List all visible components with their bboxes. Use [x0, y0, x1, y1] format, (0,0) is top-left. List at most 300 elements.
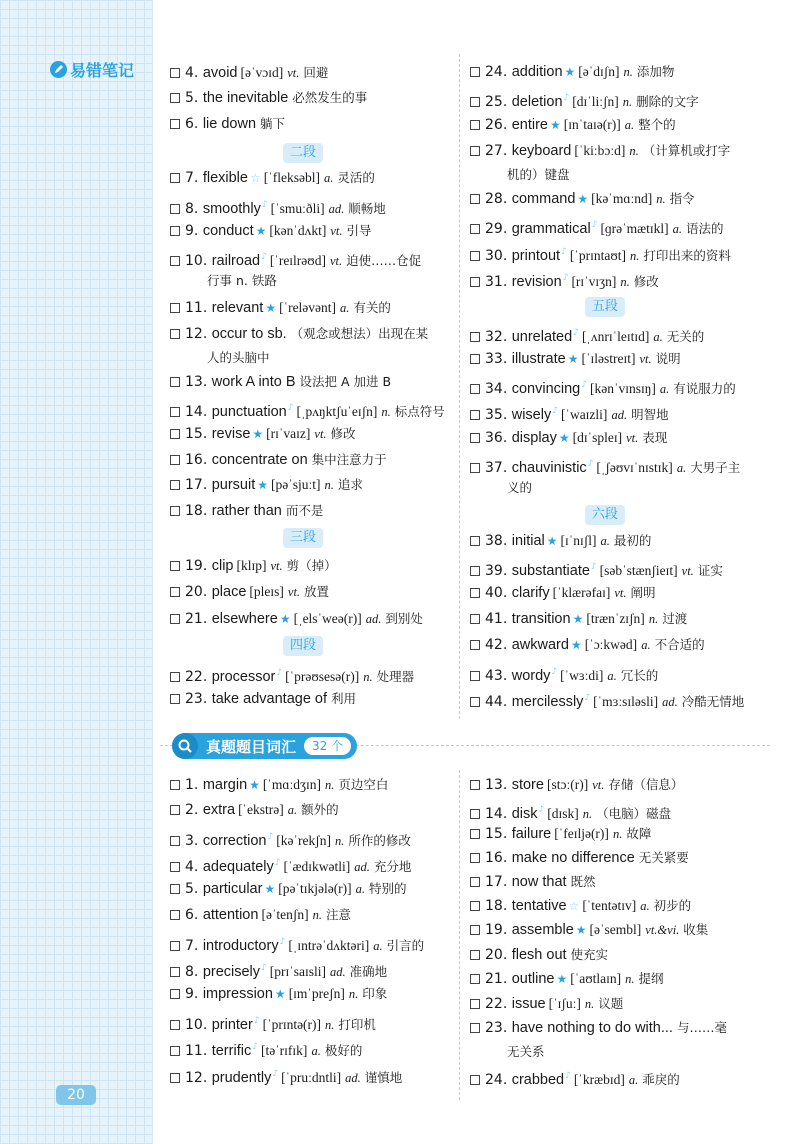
vocab-entry	[470, 635, 705, 655]
checkbox-icon[interactable]	[170, 672, 180, 682]
checkbox-icon[interactable]	[170, 614, 180, 624]
entry-word: failure	[511, 826, 552, 842]
star-icon: ★	[564, 65, 576, 79]
entry-number: 25.	[485, 94, 508, 110]
banner-title: 真题题目词汇	[206, 737, 297, 756]
entry-pos: n.	[381, 405, 391, 419]
checkbox-icon[interactable]	[170, 862, 180, 872]
entry-word: convincing	[511, 381, 581, 397]
entry-word: outline	[511, 971, 555, 987]
entry-pos: vt.&vi.	[645, 923, 680, 937]
vocab-entry	[470, 896, 691, 916]
vocab-entry	[170, 689, 356, 709]
checkbox-icon[interactable]	[170, 377, 180, 387]
banner-count: 32 个	[304, 737, 351, 755]
checkbox-icon[interactable]	[470, 950, 480, 960]
checkbox-icon[interactable]	[170, 329, 180, 339]
entry-word: unrelated	[511, 329, 573, 345]
star-icon: ★	[550, 118, 561, 132]
star-icon: ★	[556, 972, 568, 986]
entry-pos: vt.	[626, 431, 639, 445]
entry-gloss: 指令	[669, 191, 695, 206]
vocab-entry	[170, 775, 388, 795]
entry-gloss: 过渡	[662, 611, 688, 626]
checkbox-icon[interactable]	[170, 173, 180, 183]
checkbox-icon[interactable]	[470, 251, 480, 261]
entry-gloss: 与……毫	[676, 1020, 727, 1035]
entry-word: assemble	[511, 922, 574, 938]
checkbox-icon[interactable]	[170, 68, 180, 78]
entry-word: wordy	[511, 668, 551, 684]
checkbox-icon[interactable]	[170, 226, 180, 236]
checkbox-icon[interactable]	[470, 194, 480, 204]
recommend-icon: ♪	[581, 380, 587, 390]
entry-phonetic: [ˈprɪntə(r)]	[262, 1017, 322, 1032]
entry-pos: n.	[348, 987, 359, 1001]
entry-word: conduct	[202, 223, 254, 239]
entry-word: rather than	[211, 503, 282, 519]
entry-word: occur to sb.	[211, 326, 287, 342]
entry-word: awkward	[511, 637, 569, 653]
entry-number: 16.	[185, 452, 208, 468]
vocab-banner	[172, 733, 357, 759]
entry-gloss: 不合适的	[654, 637, 705, 652]
star-icon: ★	[558, 431, 570, 445]
entry-pos: vt.	[592, 778, 605, 792]
entry-phonetic: [ˈfleksəbl]	[263, 170, 320, 185]
recommend-icon: ♪	[591, 220, 598, 230]
entry-gloss: 存储（信息）	[608, 777, 684, 792]
checkbox-icon[interactable]	[470, 536, 480, 546]
entry-phonetic: [rɪˈvaɪz]	[266, 426, 311, 441]
entry-phonetic: [stɔː(r)]	[546, 777, 589, 792]
entry-phonetic: [ˈfeɪljə(r)]	[554, 826, 609, 841]
entry-number: 13.	[485, 777, 508, 793]
entry-word: wisely	[511, 407, 552, 423]
checkbox-icon[interactable]	[470, 809, 480, 819]
checkbox-icon[interactable]	[470, 332, 480, 342]
entry-phonetic: [kənˈvɪnsɪŋ]	[589, 381, 656, 396]
checkbox-icon[interactable]	[470, 588, 480, 598]
entry-phonetic: [ˈɪʃuː]	[548, 996, 581, 1011]
star-icon: ★	[279, 612, 291, 626]
recommend-icon: ♪	[287, 403, 294, 413]
checkbox-icon[interactable]	[170, 694, 180, 704]
entry-gloss-continuation: 义的	[507, 480, 533, 495]
entry-pos: n.	[656, 192, 666, 206]
entry-number: 39.	[485, 563, 508, 579]
entry-pos: vt.	[681, 564, 694, 578]
checkbox-icon[interactable]	[170, 506, 180, 516]
checkbox-icon[interactable]	[470, 120, 480, 130]
checkbox-icon[interactable]	[170, 836, 180, 846]
entry-word: printer	[211, 1017, 253, 1033]
entry-gloss: 躺下	[260, 116, 286, 131]
checkbox-icon[interactable]	[470, 614, 480, 624]
entry-gloss: 初步的	[653, 898, 692, 913]
checkbox-icon[interactable]	[170, 910, 180, 920]
vocab-entry	[470, 323, 704, 347]
entry-gloss: 集中注意力于	[311, 452, 387, 467]
recommend-icon: ♪	[261, 963, 267, 973]
entry-gloss: 冷酷无情地	[681, 694, 745, 709]
vocab-entry	[470, 375, 736, 399]
star-icon: ★	[249, 778, 260, 792]
entry-gloss: 无关的	[666, 329, 705, 344]
checkbox-icon[interactable]	[170, 561, 180, 571]
checkbox-icon[interactable]	[470, 433, 480, 443]
entry-phonetic: [ˈreɪlrəʊd]	[269, 253, 326, 268]
recommend-icon: ♪	[563, 93, 570, 103]
vocab-entry	[170, 114, 285, 134]
entry-word: entire	[511, 117, 548, 133]
entry-gloss: 必然发生的事	[292, 90, 368, 105]
checkbox-icon[interactable]	[470, 697, 480, 707]
entry-gloss: 引导	[346, 223, 372, 238]
checkbox-icon[interactable]	[170, 407, 180, 417]
checkbox-icon[interactable]	[170, 1046, 180, 1056]
entry-gloss: 剪（掉）	[286, 558, 337, 573]
hollow-star-icon: ☆	[249, 171, 261, 185]
entry-pos: a.	[653, 330, 663, 344]
magnifier-icon	[172, 733, 198, 759]
entry-word: deletion	[511, 94, 563, 110]
entry-phonetic: [prɪˈsaɪsli]	[269, 964, 327, 979]
entry-phonetic: [ˈtentətɪv]	[582, 898, 637, 913]
entry-pos: vt.	[614, 586, 627, 600]
entry-phonetic: [kənˈdʌkt]	[269, 223, 327, 238]
entry-pos: n.	[623, 65, 633, 79]
entry-gloss: 修改	[330, 426, 356, 441]
checkbox-icon[interactable]	[170, 780, 180, 790]
entry-word: disk	[511, 806, 538, 822]
entry-number: 40.	[485, 585, 508, 601]
star-icon: ★	[274, 987, 286, 1001]
checkbox-icon[interactable]	[470, 974, 480, 984]
vocab-entry	[170, 984, 387, 1004]
entry-phonetic: [ˈwɜːdi]	[560, 668, 604, 683]
entry-pos: ad.	[354, 860, 370, 874]
vocab-entry	[170, 88, 367, 108]
entry-gloss: 语法的	[686, 221, 724, 236]
vocab-entry	[170, 663, 414, 687]
entry-gloss: 谨慎地	[364, 1070, 403, 1085]
checkbox-icon[interactable]	[170, 1020, 180, 1030]
entry-word: have nothing to do with...	[511, 1020, 673, 1036]
entry-phonetic: [səbˈstænʃieɪt]	[599, 563, 678, 578]
entry-number: 6.	[185, 907, 199, 923]
entry-phonetic: [rɪˈvɪʒn]	[571, 274, 617, 289]
entry-word: avoid	[202, 65, 238, 81]
entry-gloss: （电脑）磁盘	[596, 806, 672, 821]
checkbox-icon[interactable]	[170, 805, 180, 815]
entry-phonetic: [ˌʌnrɪˈleɪtɪd]	[581, 329, 650, 344]
vocab-entry	[470, 242, 731, 266]
vocab-entry	[470, 609, 687, 629]
entry-number: 37.	[485, 460, 508, 476]
entry-word: command	[511, 191, 576, 207]
checkbox-icon[interactable]	[470, 277, 480, 287]
checkbox-icon[interactable]	[470, 67, 480, 77]
vocab-entry	[470, 349, 681, 369]
entry-gloss: 标点符号	[394, 404, 445, 419]
entry-pos: n.	[629, 249, 640, 263]
checkbox-icon[interactable]	[470, 566, 480, 576]
entry-gloss: 利用	[331, 691, 357, 706]
entry-phonetic: [ˈɔːkwəd]	[584, 637, 638, 652]
checkbox-icon[interactable]	[170, 256, 180, 266]
entry-word: punctuation	[211, 404, 287, 420]
entry-word: concentrate on	[211, 452, 308, 468]
vocab-entry	[470, 688, 744, 712]
entry-pos: a.	[672, 222, 683, 236]
entry-word: tentative	[511, 898, 567, 914]
pencil-icon	[50, 61, 67, 78]
checkbox-icon[interactable]	[170, 1073, 180, 1083]
entry-word: the inevitable	[202, 90, 289, 106]
star-icon: ★	[546, 534, 558, 548]
entry-number: 20.	[185, 584, 208, 600]
entry-gloss: 乖戾的	[642, 1072, 680, 1087]
section-heading-three: 三段	[283, 528, 323, 548]
recommend-icon: ♪	[565, 1071, 571, 1081]
checkbox-icon[interactable]	[170, 119, 180, 129]
checkbox-icon[interactable]	[470, 877, 480, 887]
entry-phonetic: [ɪmˈpreʃn]	[288, 986, 345, 1001]
vocab-entry	[170, 556, 337, 576]
checkbox-icon[interactable]	[470, 1075, 480, 1085]
checkbox-icon[interactable]	[470, 384, 480, 394]
entry-pos: vt.	[330, 224, 343, 238]
checkbox-icon[interactable]	[470, 999, 480, 1009]
checkbox-icon[interactable]	[170, 587, 180, 597]
entry-number: 12.	[185, 1070, 208, 1086]
entry-word: prudently	[211, 1070, 272, 1086]
entry-pos: n.	[612, 827, 623, 841]
entry-phonetic: [ˈmɑːdʒɪn]	[262, 777, 321, 792]
entry-gloss: 表现	[642, 430, 668, 445]
entry-gloss: 使充实	[570, 947, 609, 962]
entry-number: 11.	[185, 1043, 208, 1059]
entry-pos: a.	[641, 638, 651, 652]
entry-phonetic: [əˈtenʃn]	[261, 907, 309, 922]
entry-pos: vt.	[270, 559, 283, 573]
entry-phonetic: [ˈprɪntaʊt]	[569, 248, 626, 263]
entry-number: 7.	[185, 170, 199, 186]
checkbox-icon[interactable]	[470, 925, 480, 935]
entry-gloss: 页边空白	[338, 777, 389, 792]
vocab-entry	[470, 969, 664, 989]
entry-number: 30.	[485, 248, 508, 264]
checkbox-icon[interactable]	[170, 204, 180, 214]
entry-word: impression	[202, 986, 273, 1002]
vocab-entry	[470, 428, 667, 448]
vocab-entry	[470, 945, 608, 965]
entry-number: 28.	[485, 191, 508, 207]
vocab-entry	[170, 424, 356, 444]
entry-gloss: 删除的文字	[636, 94, 699, 109]
entry-pos: n.	[622, 95, 633, 109]
vocab-entry	[170, 958, 387, 982]
checkbox-icon[interactable]	[170, 884, 180, 894]
entry-number: 24.	[485, 64, 508, 80]
entry-pos: a.	[624, 118, 635, 132]
entry-gloss-continuation: 行事 n. 铁路	[207, 273, 277, 288]
checkbox-icon[interactable]	[470, 97, 480, 107]
entry-phonetic: [ˈɪləstreɪt]	[581, 351, 636, 366]
entry-phonetic: [dɪˈspleɪ]	[572, 430, 623, 445]
entry-phonetic: [ˈsmuːðli]	[270, 201, 325, 216]
entry-phonetic: [ˌɪntrəˈdʌktəri]	[288, 938, 370, 953]
entry-gloss: 整个的	[638, 117, 676, 132]
checkbox-icon[interactable]	[170, 429, 180, 439]
entry-gloss: 额外的	[301, 802, 339, 817]
entry-pos: n.	[629, 144, 639, 158]
entry-gloss: 议题	[598, 996, 624, 1011]
checkbox-icon[interactable]	[470, 853, 480, 863]
entry-phonetic: [pəˈtɪkjələ(r)]	[278, 881, 352, 896]
entry-phonetic: [ˈkræbɪd]	[573, 1072, 625, 1087]
entry-gloss: 所作的修改	[348, 833, 411, 848]
entry-number: 36.	[485, 430, 508, 446]
entry-number: 10.	[185, 253, 208, 269]
star-icon: ★	[572, 612, 584, 626]
entry-word: clarify	[511, 585, 550, 601]
brand-logo	[50, 58, 134, 81]
vocab-entry	[470, 848, 689, 868]
entry-number: 38.	[485, 533, 508, 549]
entry-word: railroad	[211, 253, 261, 269]
vocab-entry	[170, 298, 391, 318]
vocab-entry	[470, 662, 658, 686]
entry-word: relevant	[211, 300, 264, 316]
checkbox-icon[interactable]	[170, 93, 180, 103]
entry-phonetic: [pleɪs]	[249, 584, 284, 599]
recommend-icon: ♪	[562, 273, 569, 283]
entry-gloss: （计算机或打字	[642, 143, 731, 158]
entry-gloss: 冗长的	[620, 668, 659, 683]
entry-number: 9.	[185, 223, 199, 239]
entry-word: attention	[202, 907, 259, 923]
entry-word: introductory	[202, 938, 279, 954]
entry-gloss: 有说服力的	[673, 381, 736, 396]
entry-number: 17.	[485, 874, 508, 890]
checkbox-icon[interactable]	[470, 146, 480, 156]
checkbox-icon[interactable]	[170, 989, 180, 999]
entry-gloss: 证实	[697, 563, 723, 578]
entry-number: 43.	[485, 668, 508, 684]
entry-word: mercilessly	[511, 694, 584, 710]
entry-pos: n.	[334, 834, 345, 848]
recommend-icon: ♪	[590, 562, 597, 572]
entry-number: 44.	[485, 694, 508, 710]
entry-pos: n.	[582, 807, 593, 821]
checkbox-icon[interactable]	[170, 967, 180, 977]
entry-gloss-continuation: 无关系	[507, 1044, 545, 1059]
checkbox-icon[interactable]	[470, 780, 480, 790]
entry-number: 14.	[485, 806, 508, 822]
checkbox-icon[interactable]	[170, 941, 180, 951]
checkbox-icon[interactable]	[470, 410, 480, 420]
vocab-entry	[470, 994, 623, 1014]
entry-phonetic: [ˈmɜːsɪləsli]	[593, 694, 659, 709]
entry-number: 18.	[485, 898, 508, 914]
vocab-entry	[170, 221, 372, 241]
checkbox-icon[interactable]	[470, 354, 480, 364]
recommend-icon: ♪	[584, 693, 591, 703]
entry-word: transition	[511, 611, 571, 627]
entry-gloss: 无关紧要	[638, 850, 689, 865]
entry-pos: a.	[373, 939, 383, 953]
entry-number: 18.	[185, 503, 208, 519]
entry-pos: a.	[600, 534, 610, 548]
entry-word: clip	[211, 558, 234, 574]
entry-number: 21.	[185, 611, 208, 627]
entry-number: 5.	[185, 90, 199, 106]
entry-number: 22.	[485, 996, 508, 1012]
vocab-entry	[170, 932, 424, 956]
entry-word: work A into B	[211, 374, 296, 390]
entry-number: 24.	[485, 1072, 508, 1088]
vocab-entry	[170, 247, 421, 271]
entry-word: pursuit	[211, 477, 256, 493]
checkbox-icon[interactable]	[170, 455, 180, 465]
entry-number: 21.	[485, 971, 508, 987]
checkbox-icon[interactable]	[470, 224, 480, 234]
entry-gloss: 准确地	[349, 964, 388, 979]
entry-number: 16.	[485, 850, 508, 866]
column-divider-lower	[459, 770, 460, 1100]
checkbox-icon[interactable]	[470, 829, 480, 839]
recommend-icon: ♪	[551, 667, 558, 677]
recommend-icon: ♪	[573, 328, 579, 338]
vocab-entry	[170, 1037, 362, 1061]
checkbox-icon[interactable]	[470, 640, 480, 650]
section-heading-six: 六段	[585, 505, 625, 525]
entry-gloss: 到别处	[385, 611, 423, 626]
entry-word: margin	[202, 777, 248, 793]
vocab-entry	[470, 215, 724, 239]
vocab-entry	[470, 268, 659, 292]
entry-phonetic: [kəˈmɑːnd]	[591, 191, 653, 206]
checkbox-icon[interactable]	[470, 1023, 480, 1033]
entry-pos: vt.	[639, 352, 652, 366]
section-heading-four: 四段	[283, 636, 323, 656]
vocab-entry	[470, 531, 651, 551]
entry-word: printout	[511, 248, 561, 264]
entry-phonetic: [ɡrəˈmætɪkl]	[600, 221, 669, 236]
checkbox-icon[interactable]	[470, 901, 480, 911]
entry-number: 7.	[185, 938, 199, 954]
entry-pos: a.	[323, 171, 334, 185]
entry-pos: n.	[620, 275, 630, 289]
checkbox-icon[interactable]	[170, 303, 180, 313]
entry-pos: a.	[355, 882, 366, 896]
entry-number: 8.	[185, 964, 199, 980]
entry-number: 3.	[185, 833, 199, 849]
entry-word: extra	[202, 802, 236, 818]
entry-word: now that	[511, 874, 567, 890]
column-divider	[459, 54, 460, 719]
entry-gloss: 回避	[303, 65, 329, 80]
checkbox-icon[interactable]	[470, 671, 480, 681]
checkbox-icon[interactable]	[170, 480, 180, 490]
hollow-star-icon: ☆	[568, 899, 580, 913]
checkbox-icon[interactable]	[470, 463, 480, 473]
entry-gloss: 放置	[304, 584, 330, 599]
entry-gloss: 迫使……仓促	[346, 253, 422, 268]
entry-gloss: 大男子主	[690, 460, 741, 475]
